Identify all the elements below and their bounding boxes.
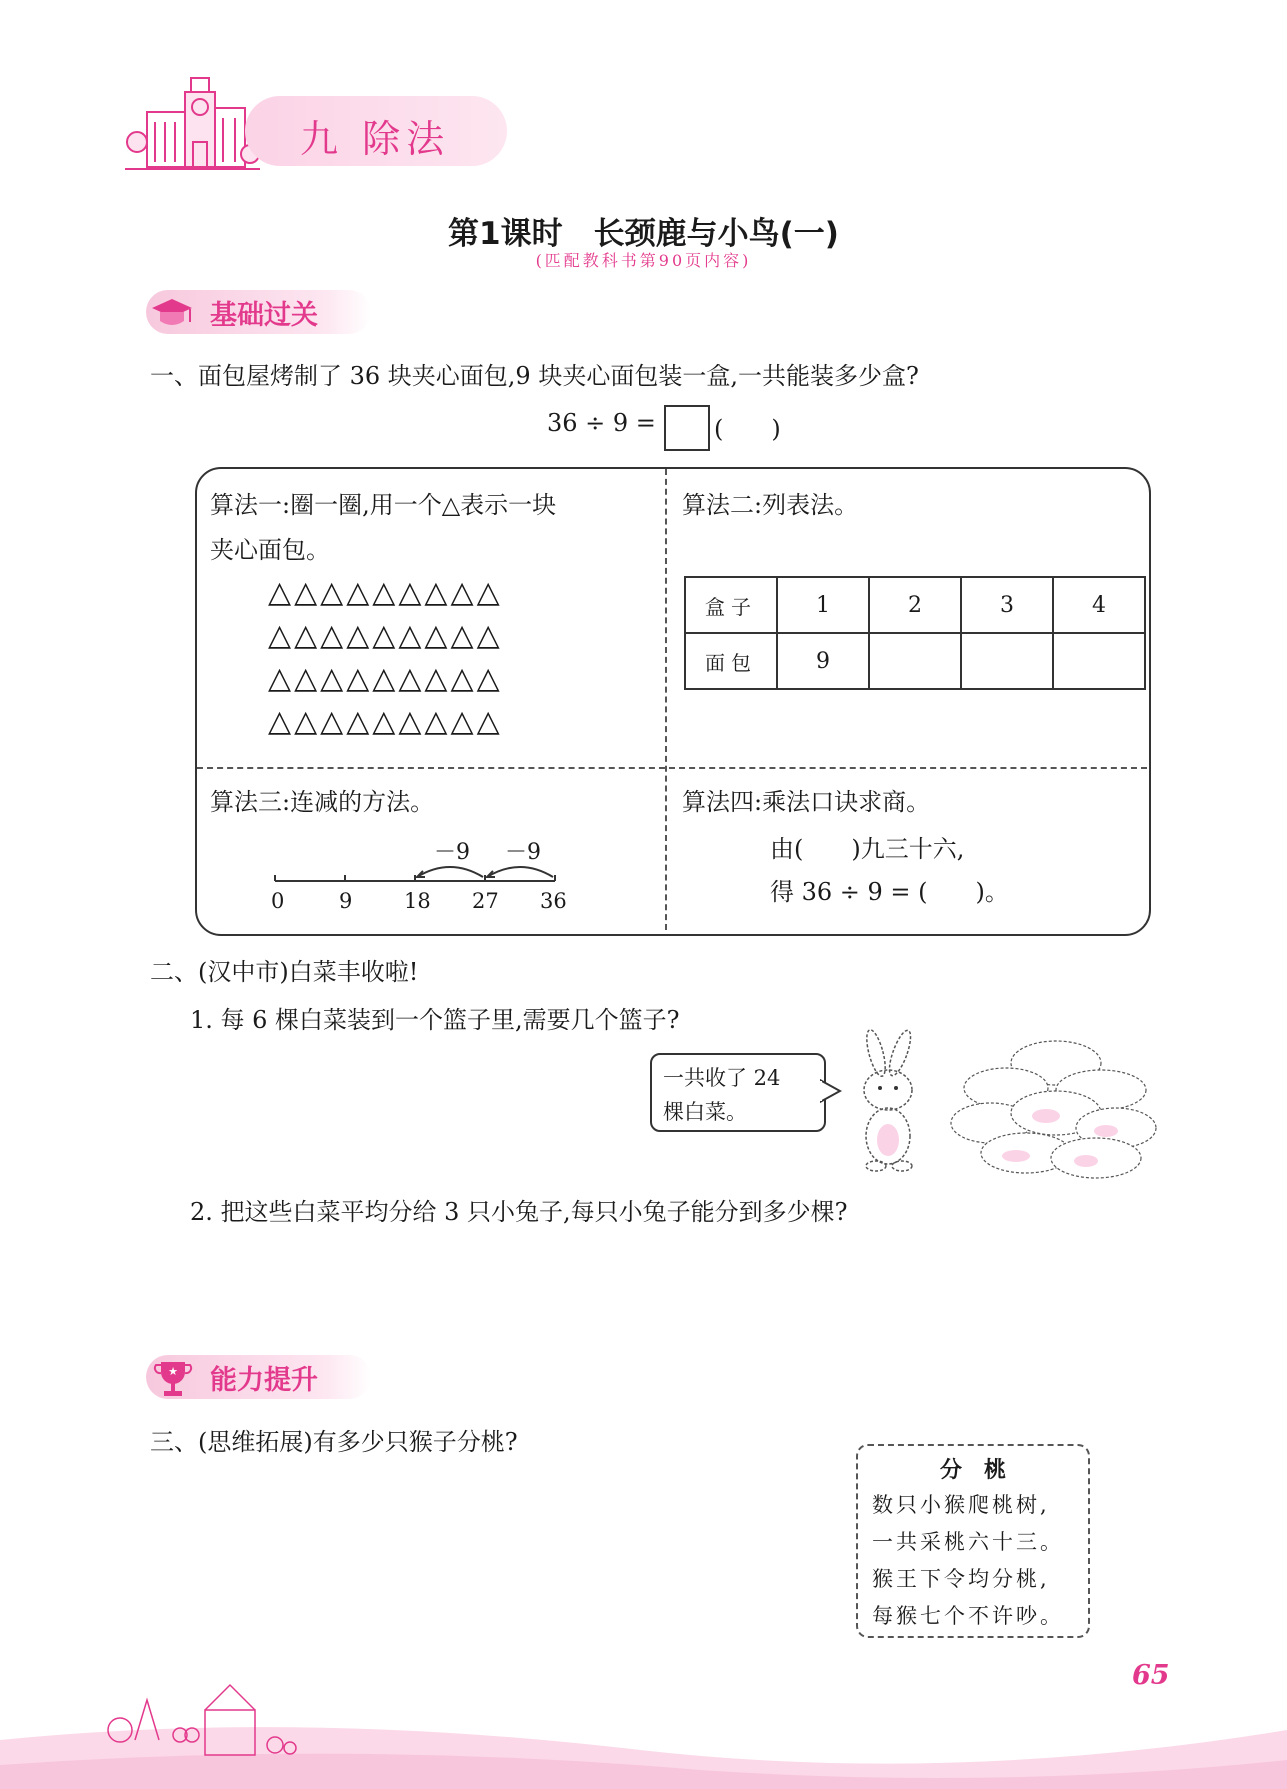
bubble-tail [820,1078,842,1104]
trophy-icon [153,1358,193,1398]
lesson-subtitle: (匹配教科书第90页内容) [535,251,752,270]
poem-line: 一共采桃六十三。 [872,1530,1064,1554]
table-row [685,633,1145,689]
section-title-ability: 能力提升 [210,1365,318,1396]
triangle-row: △△△△△△△△△ [268,618,503,653]
table-cell: 1 [777,577,869,633]
q1-equation: 36 ÷ 9 = [547,409,656,437]
q1-unit-blank[interactable]: ( ) [714,415,781,443]
method1-line2: 夹心面包。 [210,536,330,564]
method4-line2[interactable]: 得 36 ÷ 9 = ( )。 [770,878,1009,906]
table-cell-blank[interactable] [869,633,961,689]
question-2-text: 二、(汉中市)白菜丰收啦! [150,958,419,986]
triangle-row: △△△△△△△△△ [268,704,503,739]
question-2-part1: 1. 每 6 棵白菜装到一个篮子里,需要几个篮子? [190,1006,680,1034]
poem-line: 猴王下令均分桃, [872,1567,1050,1591]
tick-label: 36 [540,889,567,913]
minus-9-label: －9 [434,840,470,865]
lesson-title: 第1课时 长颈鹿与小鸟(一) [448,216,839,252]
poem-line: 每猴七个不许吵。 [872,1604,1064,1628]
question-3-text: 三、(思维拓展)有多少只猴子分桃? [150,1428,518,1456]
chapter-title: 九 除法 [300,117,451,161]
table-cell: 4 [1053,577,1145,633]
table-cell: 2 [869,577,961,633]
table-cell-blank[interactable] [961,633,1053,689]
triangle-row: △△△△△△△△△ [268,661,503,696]
svg-text:★: ★ [168,1365,178,1378]
triangle-row: △△△△△△△△△ [268,575,503,610]
school-building-illustration [125,72,260,177]
footer-wave-decoration [0,1670,1287,1789]
table-cell-blank[interactable] [1053,633,1145,689]
tick-label: 9 [339,889,353,913]
minus-9-label: －9 [505,840,541,865]
graduation-cap-icon [150,296,194,330]
bubble-line2: 棵白菜。 [663,1100,747,1124]
table-cell: 9 [777,633,869,689]
question-1-text: 一、面包屋烤制了 36 块夹心面包,9 块夹心面包装一盒,一共能装多少盒? [150,362,919,390]
rabbit-icon [848,1028,928,1173]
table-cell: 面包 [685,633,777,689]
method2-title: 算法二:列表法。 [682,491,859,519]
method1-line1: 算法一:圈一圈,用一个△表示一块 [210,491,557,519]
method3-title: 算法三:连减的方法。 [210,788,435,816]
method2-table [684,576,1146,690]
poem-line: 数只小猴爬桃树, [872,1493,1050,1517]
poem-title: 分 桃 [939,1457,1006,1483]
panel-divider-horizontal [197,767,1147,769]
q1-answer-box[interactable] [664,405,710,451]
tick-label: 0 [271,889,285,913]
section-title-basic: 基础过关 [210,300,318,331]
bubble-line1: 一共收了 24 [663,1066,781,1090]
table-row [685,577,1145,633]
panel-divider-vertical [665,469,667,930]
table-cell: 3 [961,577,1053,633]
method4-title: 算法四:乘法口诀求商。 [682,788,931,816]
tick-label: 27 [472,889,499,913]
question-2-part2: 2. 把这些白菜平均分给 3 只小兔子,每只小兔子能分到多少棵? [190,1198,848,1226]
table-cell: 盒子 [685,577,777,633]
cabbage-pile-illustration [946,1028,1161,1188]
tick-label: 18 [404,889,431,913]
page-number: 65 [1132,1660,1170,1691]
method4-line1[interactable]: 由( )九三十六, [770,835,965,863]
